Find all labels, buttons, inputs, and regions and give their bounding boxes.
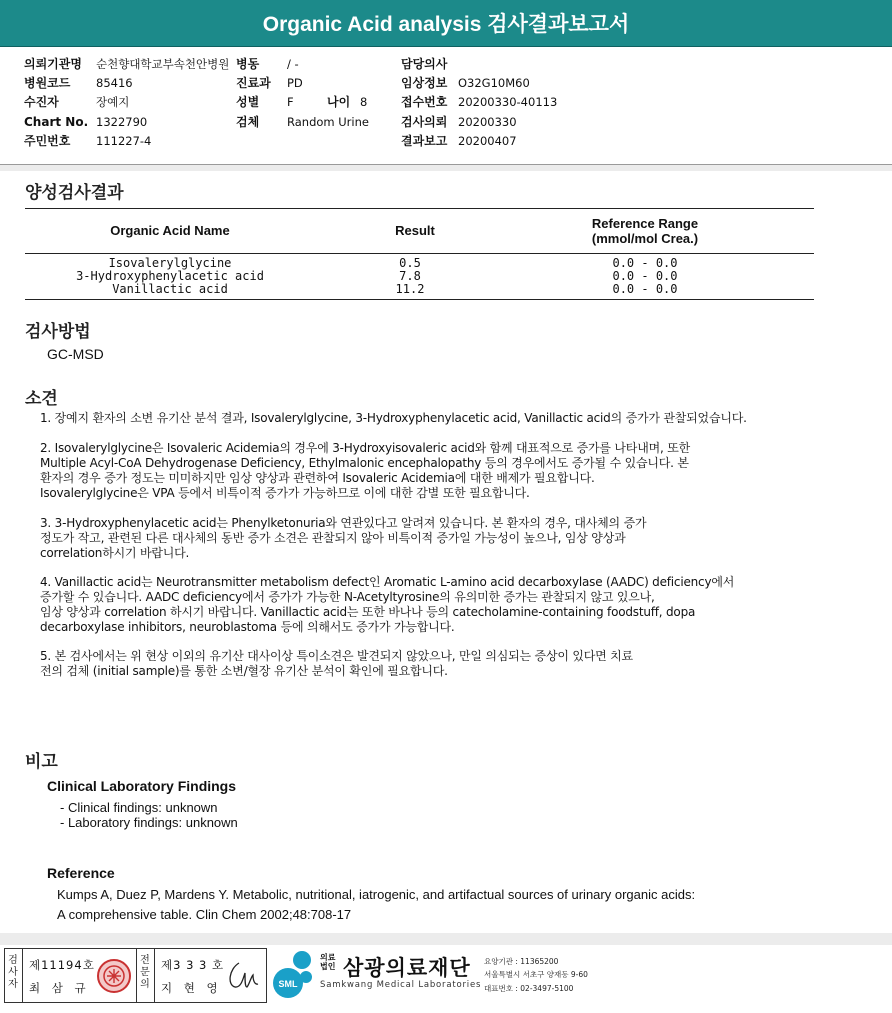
method-value: GC-MSD [47, 346, 104, 362]
clinical-info-value: O32G10M60 [458, 76, 530, 90]
org-phone: 대표번호 : 02-3497-5100 [484, 984, 574, 993]
col-header-reference [555, 216, 735, 246]
logo-text: SML [278, 979, 298, 989]
id-no-label: 주민번호 [24, 134, 71, 148]
finding-paragraph [40, 575, 890, 635]
department-label: 진료과 [236, 76, 271, 90]
finding-line: decarboxylase inhibitors, neuroblastoma 등에 의해서도 증가가 가능합니다. [40, 620, 455, 634]
finding-line: Isovalerylglycine은 VPA 등에서 비특이적 증가가 가능하므로 이에 대한 감별 또한 필요합니다. [40, 486, 530, 500]
finding-line: 3. 3-Hydroxyphenylacetic acid는 Phenylketonuria와 연관있다고 알려져 있습니다. 본 환자의 경우, 대사체의 증가 [40, 516, 647, 530]
result-name: 3-Hydroxyphenylacetic acid [76, 269, 264, 283]
reference-line: Kumps A, Duez P, Mardens Y. Metabolic, nutritional, iatrogenic, and artifactual sources of urinary organic acids: [57, 887, 696, 902]
sig-divider [22, 949, 23, 1002]
result-value: 7.8 [399, 269, 421, 283]
patient-value: 장예지 [96, 95, 130, 109]
col-header-result: Result [395, 223, 435, 238]
specialist-license: 제3 3 3 호 [161, 958, 225, 972]
finding-line: 2. Isovalerylglycine은 Isovaleric Acidemia의 경우에 3-Hydroxyisovaleric acid와 함께 대표적으로 증가를 나타내며, 또한 [40, 441, 690, 455]
method-title: 검사방법 [25, 322, 91, 342]
result-reference: 0.0 - 0.0 [612, 282, 678, 296]
col-header-reference-line2: (mmol/mol Crea.) [591, 231, 699, 246]
chart-no-value: 1322790 [96, 115, 148, 129]
finding-line: correlation하시기 바랍니다. [40, 546, 190, 560]
examiner-label: 검사자 [8, 955, 18, 990]
finding-line: 환자의 경우 증가 정도는 미미하지만 임상 양상과 관련하여 Isovaleric Acidemia에 대한 배제가 필요합니다. [40, 471, 595, 485]
ward-value: / - [287, 57, 299, 71]
receipt-no-label: 접수번호 [401, 95, 448, 109]
remarks-title: 비고 [25, 752, 58, 772]
finding-line: 증가할 수 있습니다. AADC deficiency에서 증가가 가능한 N-Acetyltyrosine의 유의미한 증가는 관찰되지 않고 있으나, [40, 590, 655, 604]
report-title: Organic Acid analysis 검사결과보고서 [0, 0, 892, 47]
result-reference: 0.0 - 0.0 [612, 269, 678, 283]
examiner-name: 최 삼 규 [29, 981, 90, 995]
finding-line: 4. Vanillactic acid는 Neurotransmitter metabolism defect인 Aromatic L-amino acid decarboxylase (AADC) deficiency에서 [40, 575, 735, 589]
result-value: 11.2 [395, 282, 425, 296]
finding-line: Multiple Acyl-CoA Dehydrogenase Deficiency, Ethylmalonic encephalopathy 등의 경우에서도 증가될 수 있습니다. 본 [40, 456, 689, 470]
finding-paragraph [40, 411, 890, 426]
org-code: 요양기관 : 11365200 [484, 957, 559, 966]
specialist-label: 전문의 [140, 955, 150, 990]
examiner-license: 제11194호 [29, 958, 95, 972]
clinical-finding-item: - Laboratory findings: unknown [60, 815, 238, 830]
request-date-label: 검사의뢰 [401, 115, 448, 129]
findings-title: 소견 [25, 389, 58, 409]
specialist-name: 지 현 영 [161, 981, 222, 995]
finding-line: 정도가 작고, 관련된 다른 대사체의 동반 증가 소견은 관찰되지 않아 비특이적 증가일 가능성이 높으나, 임상 양상과 [40, 531, 626, 545]
finding-paragraph [40, 516, 890, 561]
result-value: 0.5 [399, 256, 421, 270]
finding-line: 1. 장예지 환자의 소변 유기산 분석 결과, Isovalerylglycine, 3-Hydroxyphenylacetic acid, Vanillactic acid의 증가가 관찰되었습니다. [40, 411, 747, 425]
org-prefix [320, 953, 335, 971]
report-date-value: 20200407 [458, 134, 517, 148]
clinical-finding-item: - Clinical findings: unknown [60, 800, 218, 815]
specimen-value: Random Urine [287, 115, 369, 129]
table-bottom-rule [25, 299, 814, 300]
hospital-code-value: 85416 [96, 76, 133, 90]
col-header-reference-line1: Reference Range [591, 216, 699, 231]
table-top-rule [25, 208, 814, 209]
patient-info [0, 47, 892, 165]
col-header-name: Organic Acid Name [110, 223, 230, 238]
age-value: 8 [360, 95, 368, 109]
report-date-label: 결과보고 [401, 134, 448, 148]
ward-label: 병동 [236, 57, 260, 71]
finding-line: 임상 양상과 correlation 하시기 바랍니다. Vanillactic acid는 또한 바나나 등의 catecholamine-containing foodstuff, dopa [40, 605, 696, 619]
specimen-label: 검체 [236, 115, 260, 129]
positive-results-title: 양성검사결과 [25, 183, 124, 203]
chart-no-label: Chart No. [24, 115, 89, 129]
department-value: PD [287, 76, 303, 90]
signature-scribble-icon [225, 955, 263, 995]
org-eng-name: Samkwang Medical Laboratories [320, 980, 482, 990]
reference-title: Reference [47, 865, 115, 881]
finding-line: 전의 검체 (initial sample)를 통한 소변/혈장 유기산 분석이 확인에 필요합니다. [40, 664, 448, 678]
clinical-info-label: 임상정보 [401, 76, 448, 90]
hospital-code-label: 병원코드 [24, 76, 71, 90]
request-date-value: 20200330 [458, 115, 517, 129]
org-prefix-line2: 법인 [320, 962, 336, 971]
age-label: 나이 [327, 95, 351, 109]
signature-box [4, 948, 267, 1003]
section-divider [0, 165, 892, 171]
receipt-no-value: 20200330-40113 [458, 95, 558, 109]
footer-divider [0, 933, 892, 945]
sex-value: F [287, 95, 294, 109]
examiner-seal-icon [95, 957, 133, 995]
institution-label: 의뢰기관명 [24, 57, 82, 71]
finding-paragraph [40, 649, 890, 679]
finding-line: 5. 본 검사에서는 위 현상 이외의 유기산 대사이상 특이소견은 발견되지 않았으나, 만일 의심되는 증상이 있다면 치료 [40, 649, 633, 663]
org-address: 서울특별시 서초구 양재동 9-60 [484, 970, 588, 979]
result-reference: 0.0 - 0.0 [612, 256, 678, 270]
sex-label: 성별 [236, 95, 260, 109]
reference-line: A comprehensive table. Clin Chem 2002;48:708-17 [57, 907, 352, 922]
clinical-findings-title: Clinical Laboratory Findings [47, 778, 237, 794]
id-no-value: 111227-4 [96, 134, 152, 148]
sig-divider [154, 949, 155, 1002]
result-name: Isovalerylglycine [108, 256, 232, 270]
result-name: Vanillactic acid [112, 282, 228, 296]
sig-divider [136, 949, 137, 1002]
org-prefix-line1: 의료 [320, 953, 336, 962]
physician-label: 담당의사 [401, 57, 448, 71]
patient-label: 수진자 [24, 95, 59, 109]
sml-logo-icon [272, 950, 318, 1000]
org-name: 삼광의료재단 [343, 956, 471, 980]
institution-value: 순천향대학교부속천안병원 [96, 57, 230, 71]
table-header-rule [25, 253, 814, 254]
finding-paragraph [40, 441, 890, 501]
